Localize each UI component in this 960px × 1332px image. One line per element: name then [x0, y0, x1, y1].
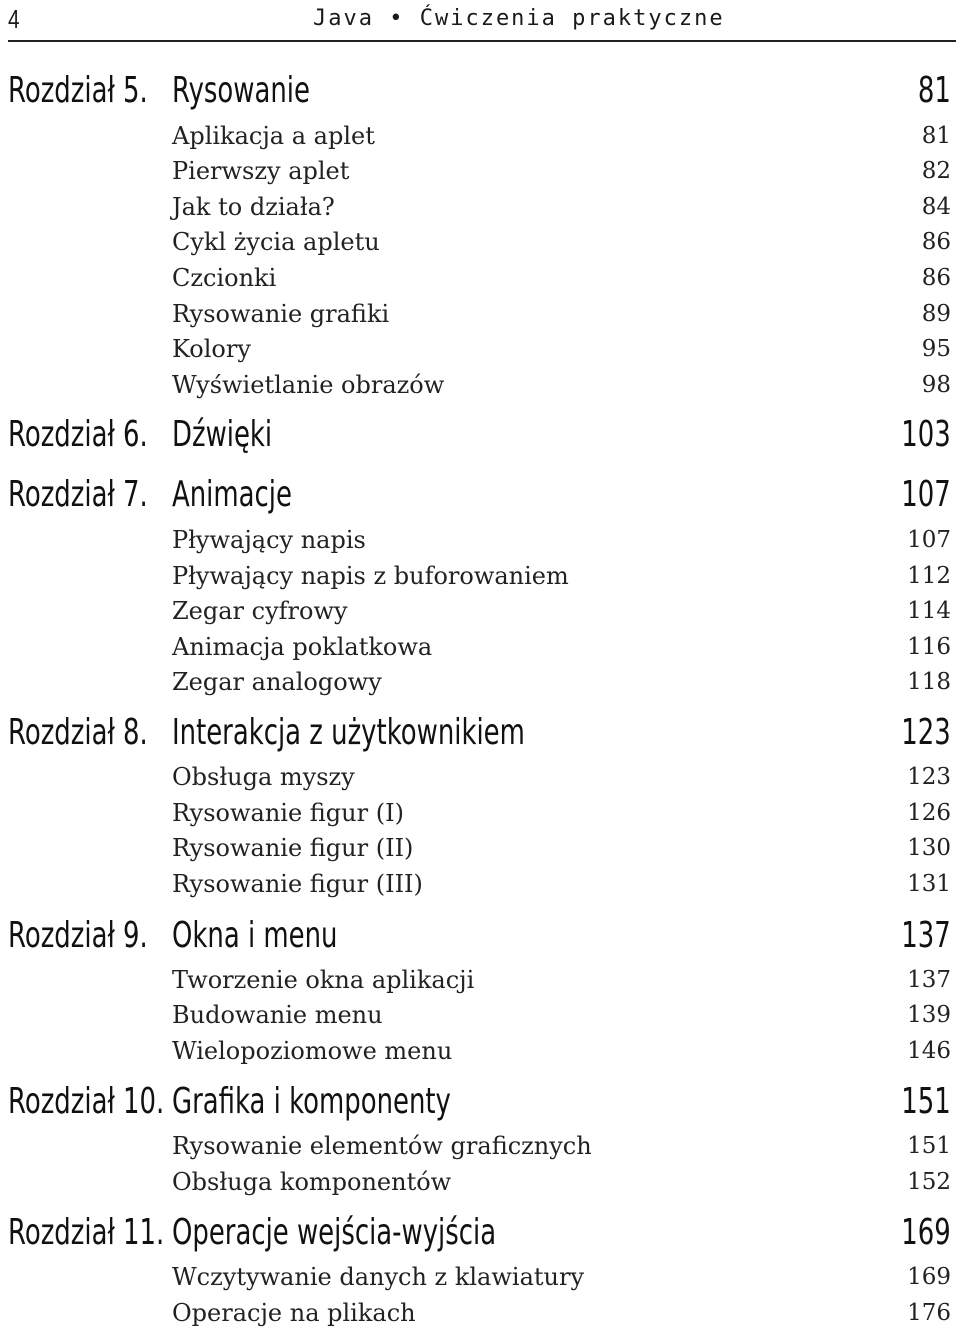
- book-title: Java • Ćwiczenia praktyczne: [313, 6, 725, 31]
- section-page-number: 118: [907, 669, 951, 695]
- section-page-number: 82: [921, 158, 951, 184]
- section-page-number: 126: [907, 800, 951, 826]
- section-title: Jak to działa?: [172, 193, 335, 221]
- section-page-number: 112: [907, 563, 951, 589]
- section-title: Animacja poklatkowa: [172, 633, 433, 661]
- section-title: Zegar analogowy: [172, 668, 382, 696]
- section-page-number: 137: [907, 967, 951, 993]
- section-title: Pierwszy aplet: [172, 157, 350, 185]
- section-title: Cykl życia apletu: [172, 228, 380, 256]
- chapter-label: Rozdział 5.: [8, 70, 148, 111]
- section-title: Rysowanie figur (III): [172, 870, 423, 898]
- section-page-number: 86: [921, 229, 951, 255]
- section-page-number: 139: [907, 1002, 951, 1028]
- chapter-page-number: 151: [901, 1081, 951, 1122]
- section-title: Czcionki: [172, 264, 277, 292]
- chapter-page-number: 137: [901, 915, 951, 956]
- section-page-number: 146: [907, 1038, 951, 1064]
- section-page-number: 131: [907, 871, 951, 897]
- section-page-number: 84: [921, 194, 951, 220]
- section-page-number: 107: [907, 527, 951, 553]
- section-title: Kolory: [172, 335, 251, 363]
- chapter-label: Rozdział 9.: [8, 915, 148, 956]
- chapter-label: Rozdział 7.: [8, 474, 148, 515]
- chapter-label: Rozdział 11.: [8, 1212, 165, 1253]
- section-title: Wyświetlanie obrazów: [172, 371, 445, 399]
- section-title: Obsługa komponentów: [172, 1168, 452, 1196]
- chapter-title: Operacje wejścia-wyjścia: [172, 1212, 497, 1253]
- chapter-page-number: 169: [901, 1212, 951, 1253]
- chapter-page-number: 123: [901, 712, 951, 753]
- section-title: Zegar cyfrowy: [172, 597, 348, 625]
- section-page-number: 98: [921, 372, 951, 398]
- section-page-number: 151: [907, 1133, 951, 1159]
- section-page-number: 116: [907, 634, 951, 660]
- chapter-page-number: 107: [901, 474, 951, 515]
- chapter-label: Rozdział 8.: [8, 712, 148, 753]
- section-title: Wielopoziomowe menu: [172, 1037, 453, 1065]
- chapter-title: Animacje: [172, 474, 292, 515]
- section-title: Operacje na plikach: [172, 1299, 416, 1327]
- chapter-title: Rysowanie: [172, 70, 310, 111]
- section-title: Rysowanie figur (II): [172, 834, 414, 862]
- section-page-number: 123: [907, 764, 951, 790]
- section-page-number: 95: [921, 336, 951, 362]
- section-page-number: 130: [907, 835, 951, 861]
- section-title: Rysowanie elementów graficznych: [172, 1132, 592, 1160]
- section-title: Tworzenie okna aplikacji: [172, 966, 475, 994]
- page-number: 4: [8, 4, 20, 34]
- chapter-title: Okna i menu: [172, 915, 338, 956]
- section-title: Aplikacja a aplet: [172, 122, 375, 150]
- section-page-number: 86: [921, 265, 951, 291]
- section-title: Wczytywanie danych z klawiatury: [172, 1263, 585, 1291]
- chapter-title: Dźwięki: [172, 414, 273, 455]
- section-title: Pływający napis: [172, 526, 366, 554]
- chapter-title: Interakcja z użytkownikiem: [172, 712, 525, 753]
- chapter-label: Rozdział 10.: [8, 1081, 165, 1122]
- section-page-number: 152: [907, 1169, 951, 1195]
- chapter-page-number: 103: [901, 414, 951, 455]
- section-title: Budowanie menu: [172, 1001, 383, 1029]
- section-page-number: 114: [907, 598, 951, 624]
- section-page-number: 176: [907, 1300, 951, 1326]
- chapter-page-number: 81: [918, 70, 951, 111]
- section-page-number: 89: [921, 301, 951, 327]
- section-title: Rysowanie figur (I): [172, 799, 404, 827]
- chapter-label: Rozdział 6.: [8, 414, 148, 455]
- section-page-number: 169: [907, 1264, 951, 1290]
- section-title: Pływający napis z buforowaniem: [172, 562, 569, 590]
- section-title: Rysowanie grafiki: [172, 300, 390, 328]
- chapter-title: Grafika i komponenty: [172, 1081, 451, 1122]
- section-page-number: 81: [921, 123, 951, 149]
- section-title: Obsługa myszy: [172, 763, 355, 791]
